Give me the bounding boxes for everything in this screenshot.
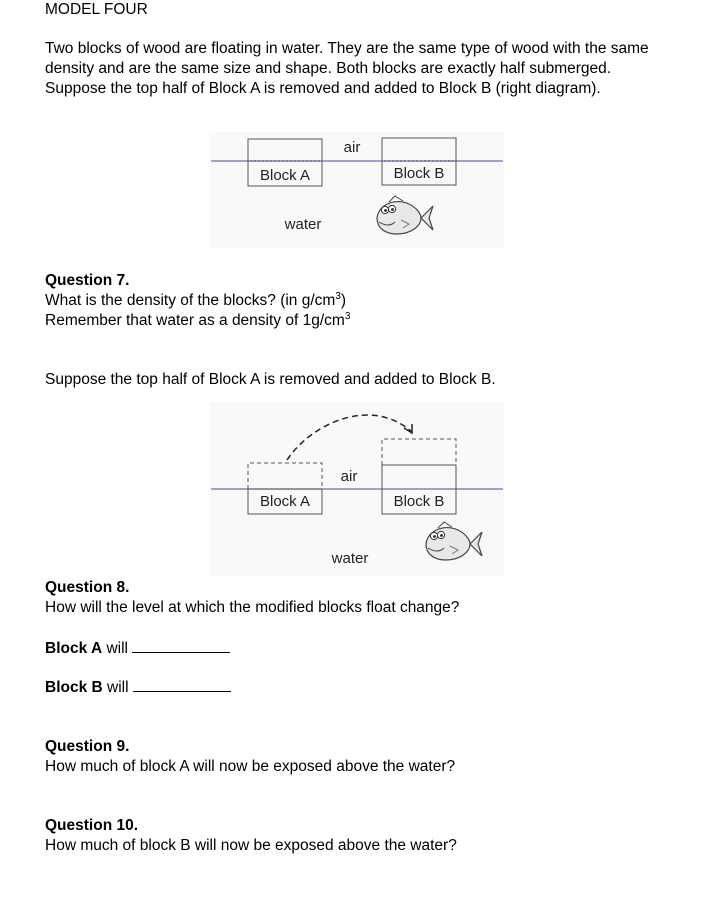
q8-block-b-answer: Block B will bbox=[45, 677, 231, 698]
q7-title: Question 7. bbox=[45, 272, 130, 289]
diagram1-block-b-label: Block B bbox=[393, 165, 445, 182]
diagram2-block-a-label: Block A bbox=[259, 493, 311, 510]
diagram2-air-label: air bbox=[340, 468, 358, 485]
diagram2-block-b-label: Block B bbox=[393, 493, 445, 510]
block-a-answer-blank[interactable] bbox=[132, 638, 230, 653]
q7-hint: Remember that water as a density of $1g/cm^3$ bbox=[45, 310, 351, 329]
block-b-label: Block B bbox=[45, 679, 103, 696]
q8-block-a-answer: Block A will bbox=[45, 638, 230, 659]
q10-title: Question 10. bbox=[45, 817, 139, 834]
suppose-text: Suppose the top half of Block A is removed and added to Block B. bbox=[45, 371, 496, 388]
diagram1-air-label: air bbox=[343, 139, 361, 156]
diagram1-block-a-label: Block A bbox=[259, 167, 311, 184]
q8-question: How will the level at which the modified blocks float change? bbox=[45, 599, 460, 616]
diagram1-water-label: water bbox=[284, 216, 322, 233]
q9-title: Question 9. bbox=[45, 738, 130, 755]
diagram2-water-label: water bbox=[331, 550, 369, 567]
q8-title: Question 8. bbox=[45, 579, 130, 596]
intro-paragraph: Two blocks of wood are floating in water. They are the same type of wood with the same density and are the same size and shape. Both blocks are exactly half submerged. Suppose the top half of Block A is removed and added to Block B (right diagram). bbox=[45, 40, 649, 97]
block-b-answer-blank[interactable] bbox=[133, 677, 231, 692]
block-a-label: Block A bbox=[45, 640, 103, 657]
q7-question: What is the density of the blocks? (in $g/cm^3$) bbox=[45, 290, 347, 309]
q9-question: How much of block A will now be exposed above the water? bbox=[45, 758, 456, 775]
model-heading: MODEL FOUR bbox=[45, 1, 148, 18]
q10-question: How much of block B will now be exposed above the water? bbox=[45, 837, 457, 854]
